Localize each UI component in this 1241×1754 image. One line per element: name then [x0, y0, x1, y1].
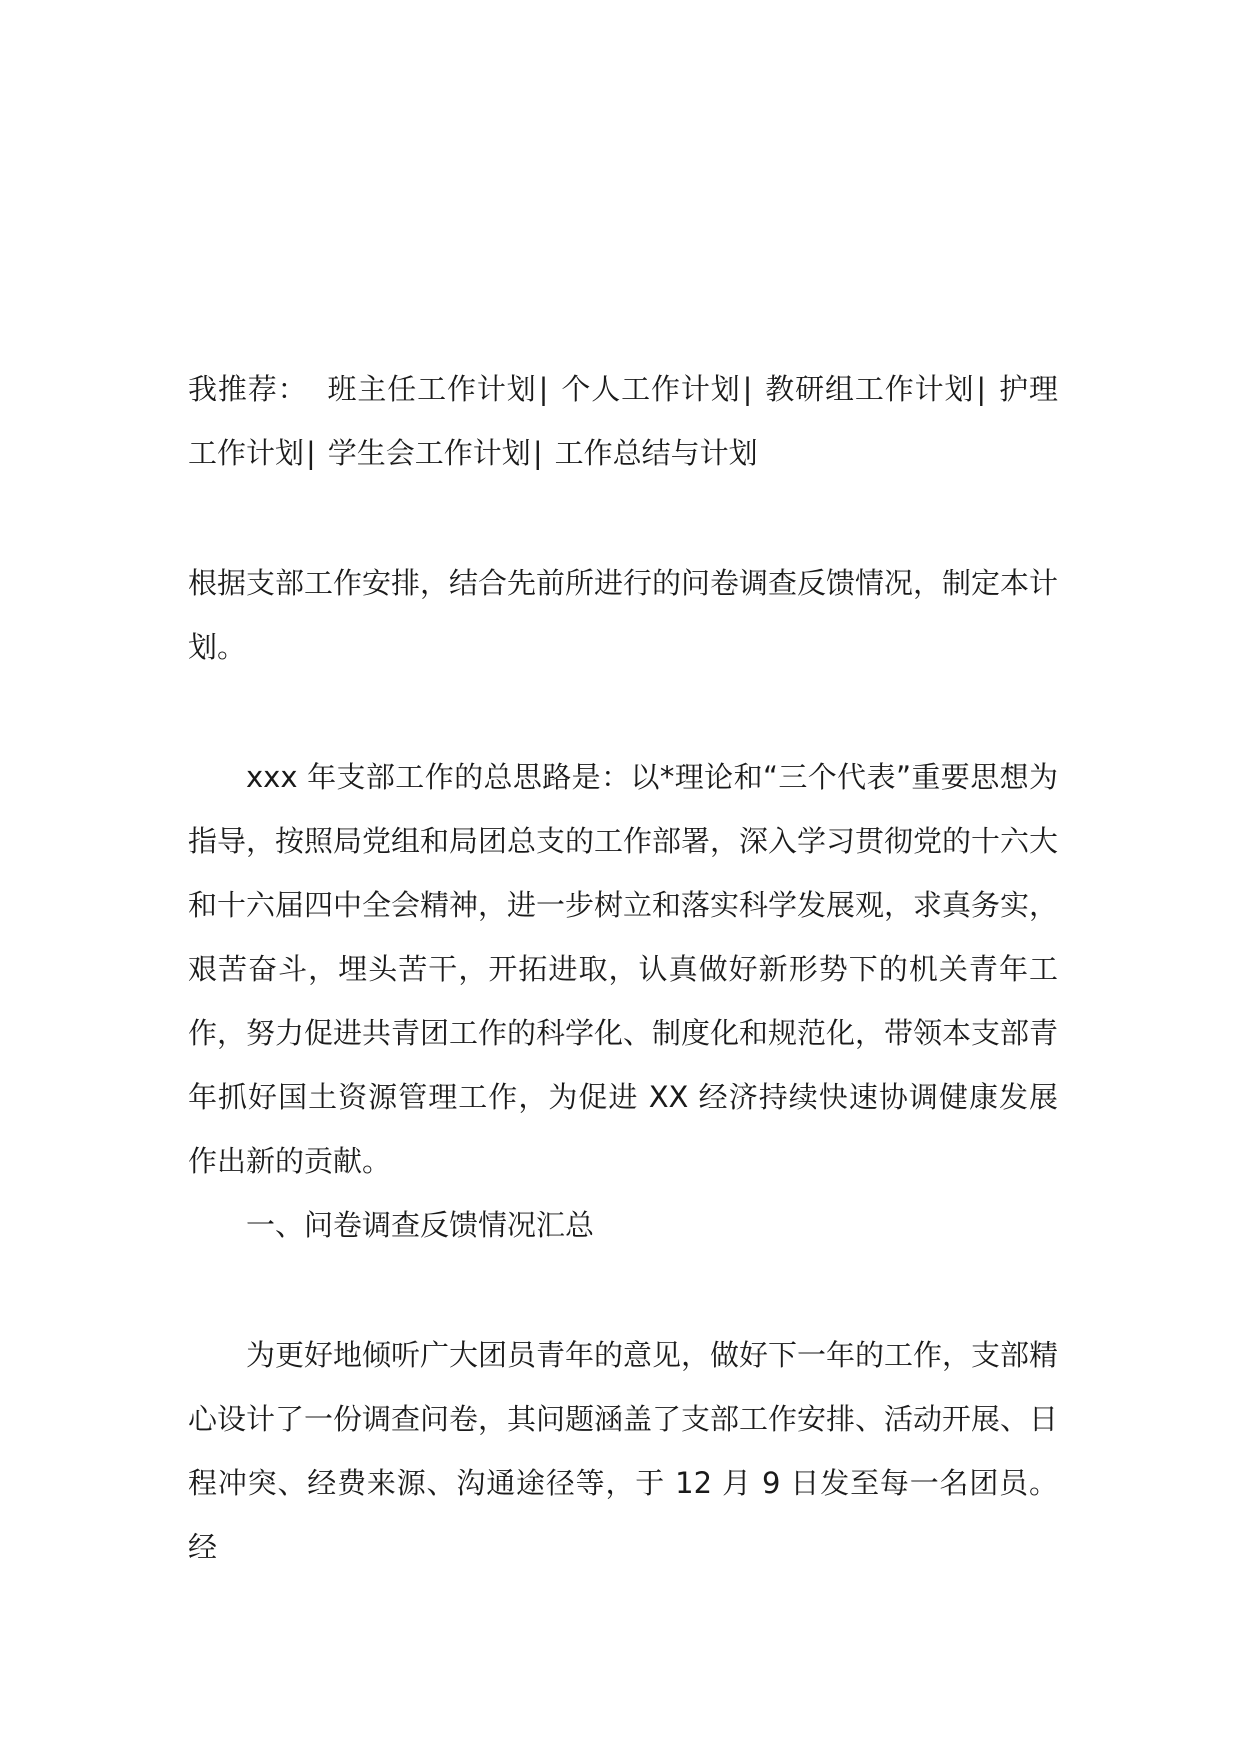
overall-approach-paragraph: xxx 年支部工作的总思路是：以*理论和“三个代表”重要思想为指导，按照局党组和局团总支的工作部署，深入学习贯彻党的十六大和十六届四中全会精神，进一步树立和落实科学发展观，求真务实，艰苦奋斗，埋头苦干，开拓进取，认真做好新形势下的机关青年工作，努力促进共青团工作的科学化、制度化和规范化，带领本支部青年抓好国土资源管理工作，为促进 XX 经济持续快速协调健康发展作出新的贡献。 [188, 760, 1059, 1178]
section-heading-survey-summary: 一、问卷调查反馈情况汇总 [246, 1208, 595, 1242]
survey-paragraph: 为更好地倾听广大团员青年的意见，做好下一年的工作，支部精心设计了一份调查问卷，其问题涵盖了支部工作安排、活动开展、日程冲突、经费来源、沟通途径等，于 12 月 9 日发至每一名团员。经 [188, 1338, 1059, 1564]
recommend-link-personal-plan[interactable]: 个人工作计划 [560, 372, 741, 406]
link-separator: | [532, 436, 543, 470]
intro-paragraph: 根据支部工作安排，结合先前所进行的问卷调查反馈情况，制定本计划。 [188, 566, 1059, 664]
link-separator: | [742, 372, 753, 406]
link-separator: | [538, 372, 549, 406]
recommend-link-summary-and-plan[interactable]: 工作总结与计划 [554, 436, 758, 470]
recommend-link-head-teacher-plan[interactable]: 班主任工作计划 [327, 372, 537, 406]
recommend-link-teaching-group-plan[interactable]: 教研组工作计划 [764, 372, 975, 406]
document-body [188, 357, 1058, 1579]
recommend-line [188, 357, 1058, 485]
link-separator: | [976, 372, 987, 406]
recommend-link-nursing-plan[interactable]: 护理工作计划 [188, 372, 1058, 470]
recommend-link-student-union-plan[interactable]: 学生会工作计划 [327, 436, 531, 470]
recommend-label: 我推荐： [188, 372, 308, 406]
link-separator: | [306, 436, 316, 470]
